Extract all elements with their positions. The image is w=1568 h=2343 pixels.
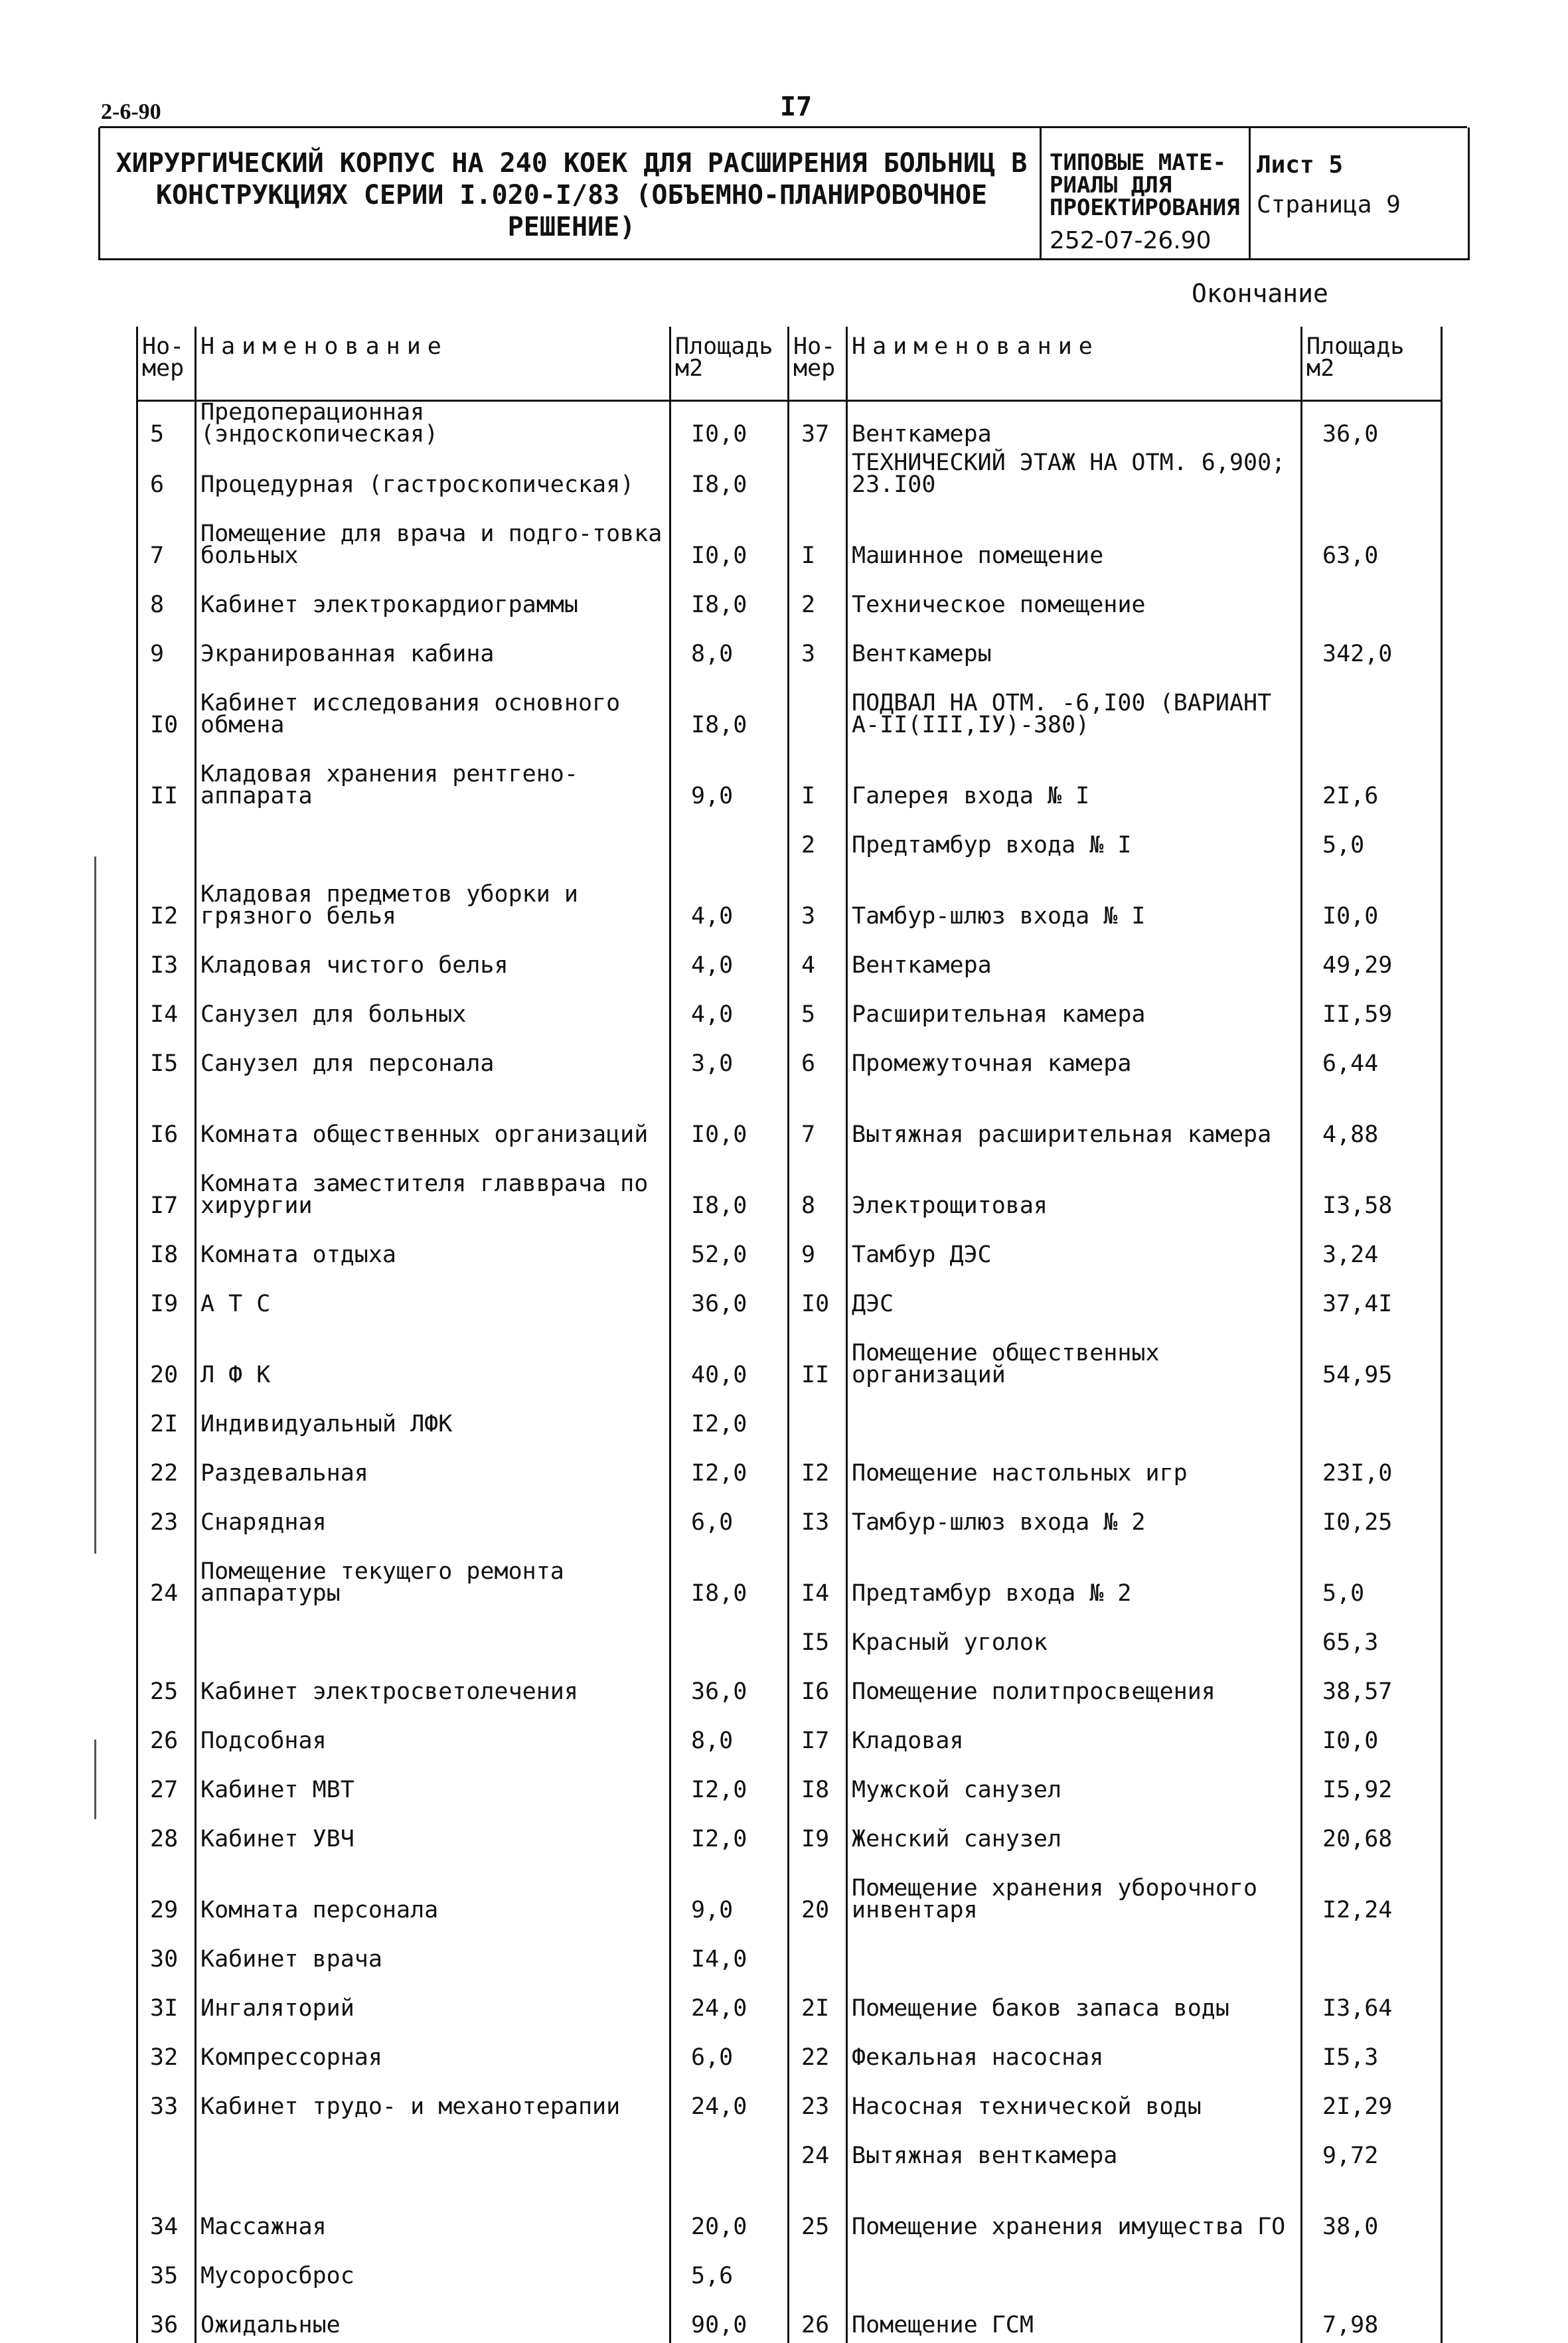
- room-name-right: Галерея входа № I: [847, 743, 1302, 814]
- room-name-left: Кабинет МВТ: [196, 1759, 670, 1808]
- title-divider-2: [1249, 127, 1251, 258]
- row-number-right: I7: [789, 1710, 847, 1759]
- room-name-right: Мужской санузел: [847, 1759, 1302, 1808]
- table-row: [137, 1082, 1442, 1153]
- room-name-left: Кладовая хранения рентгено-аппарата: [196, 743, 670, 814]
- room-name-right: Помещение общественных организаций: [847, 1322, 1302, 1393]
- room-area-right: 3,24: [1302, 1224, 1442, 1273]
- room-name-right: Помещение хранения уборочного инвентаря: [847, 1857, 1302, 1928]
- row-number-left: 8: [137, 574, 196, 623]
- row-number-right: 20: [789, 1857, 847, 1928]
- row-number-right: [789, 452, 847, 503]
- row-number-right: I4: [789, 1540, 847, 1611]
- row-number-left: 36: [137, 2294, 196, 2343]
- table-row: [137, 934, 1442, 983]
- room-name-left: Снарядная: [196, 1491, 670, 1540]
- room-area-left: 40,0: [670, 1322, 789, 1393]
- room-name-left: Кабинет электросветолечения: [196, 1660, 670, 1710]
- room-area-left: I8,0: [670, 672, 789, 743]
- table-row: [137, 1808, 1442, 1857]
- table-row: [137, 623, 1442, 672]
- room-area-left: 4,0: [670, 863, 789, 934]
- table-row: [137, 1153, 1442, 1224]
- table-row: [137, 2174, 1442, 2245]
- room-name-left: Массажная: [196, 2174, 670, 2245]
- row-number-left: 28: [137, 1808, 196, 1857]
- table-row: [137, 814, 1442, 863]
- room-area-right: I2,24: [1302, 1857, 1442, 1928]
- room-area-right: 23I,0: [1302, 1442, 1442, 1491]
- project-code: 252-07-26.90: [1050, 227, 1212, 254]
- table-row: [137, 1611, 1442, 1660]
- room-name-left: [196, 814, 670, 863]
- table-row: [137, 2245, 1442, 2294]
- document-code: 2-6-90: [101, 100, 161, 124]
- row-number-right: 22: [789, 2026, 847, 2075]
- room-name-left: Комната заместителя главврача по хирургии: [196, 1153, 670, 1224]
- row-number-left: I4: [137, 983, 196, 1032]
- room-name-right: Тамбур ДЭС: [847, 1224, 1302, 1273]
- table-row: [137, 1442, 1442, 1491]
- room-name-left: Компрессорная: [196, 2026, 670, 2075]
- room-area-left: I0,0: [670, 1082, 789, 1153]
- row-number-right: 23: [789, 2075, 847, 2125]
- room-area-left: 9,0: [670, 1857, 789, 1928]
- row-number-right: 25: [789, 2174, 847, 2245]
- row-number-left: I3: [137, 934, 196, 983]
- row-number-left: 9: [137, 623, 196, 672]
- table-row: [137, 2294, 1442, 2343]
- room-name-left: Комната отдыха: [196, 1224, 670, 1273]
- room-name-right: [847, 1393, 1302, 1442]
- room-name-left: Кабинет врача: [196, 1928, 670, 1977]
- row-number-right: 3: [789, 623, 847, 672]
- room-name-right: Венткамера: [847, 401, 1302, 453]
- room-area-left: 8,0: [670, 1710, 789, 1759]
- table-row: [137, 1491, 1442, 1540]
- room-name-left: Кабинет УВЧ: [196, 1808, 670, 1857]
- room-name-right: Помещение хранения имущества ГО: [847, 2174, 1302, 2245]
- room-name-right: Техническое помещение: [847, 574, 1302, 623]
- room-name-right: Помещение настольных игр: [847, 1442, 1302, 1491]
- room-name-right: Насосная технической воды: [847, 2075, 1302, 2125]
- title-block: [98, 127, 1470, 260]
- document-title: ХИРУРГИЧЕСКИЙ КОРПУС НА 240 КОЕК ДЛЯ РАСШИРЕНИЯ БОЛЬНИЦ В КОНСТРУКЦИЯХ СЕРИИ I.020-I/83 (ОБЪЕМНО-ПЛАНИРОВОЧНОЕ РЕШЕНИЕ): [116, 148, 1028, 242]
- room-name-left: Кладовая предметов уборки и грязного белья: [196, 863, 670, 934]
- table-row: [137, 2075, 1442, 2125]
- room-area-left: I2,0: [670, 1759, 789, 1808]
- room-name-right: Фекальная насосная: [847, 2026, 1302, 2075]
- row-number-left: 22: [137, 1442, 196, 1491]
- room-name-left: [196, 1611, 670, 1660]
- header-name-right: Наименование: [847, 327, 1302, 401]
- room-area-right: [1302, 672, 1442, 743]
- room-name-right: Тамбур-шлюз входа № 2: [847, 1491, 1302, 1540]
- row-number-right: 2I: [789, 1977, 847, 2026]
- room-name-left: Санузел для больных: [196, 983, 670, 1032]
- row-number-left: 24: [137, 1540, 196, 1611]
- room-area-left: 20,0: [670, 2174, 789, 2245]
- room-name-right: Венткамеры: [847, 623, 1302, 672]
- room-name-left: Раздевальная: [196, 1442, 670, 1491]
- room-area-right: 49,29: [1302, 934, 1442, 983]
- table-row: [137, 1759, 1442, 1808]
- room-area-right: 4,88: [1302, 1082, 1442, 1153]
- room-area-left: I8,0: [670, 574, 789, 623]
- table-row: [137, 983, 1442, 1032]
- row-number-right: [789, 2245, 847, 2294]
- room-name-right: [847, 2245, 1302, 2294]
- room-area-left: I8,0: [670, 1153, 789, 1224]
- room-name-left: Кабинет трудо- и механотерапии: [196, 2075, 670, 2125]
- room-name-left: Экранированная кабина: [196, 623, 670, 672]
- row-number-left: I2: [137, 863, 196, 934]
- room-name-left: Ингаляторий: [196, 1977, 670, 2026]
- row-number-left: 34: [137, 2174, 196, 2245]
- row-number-right: 9: [789, 1224, 847, 1273]
- row-number-left: 7: [137, 503, 196, 574]
- room-area-right: 36,0: [1302, 401, 1442, 453]
- room-name-right: Вытяжная венткамера: [847, 2125, 1302, 2174]
- row-number-right: I8: [789, 1759, 847, 1808]
- row-number-left: 5: [137, 401, 196, 453]
- room-area-left: 24,0: [670, 1977, 789, 2026]
- room-area-left: 5,6: [670, 2245, 789, 2294]
- row-number-left: II: [137, 743, 196, 814]
- room-area-right: [1302, 2245, 1442, 2294]
- row-number-left: I8: [137, 1224, 196, 1273]
- room-name-left: Подсобная: [196, 1710, 670, 1759]
- table-row: [137, 1977, 1442, 2026]
- room-name-left: Помещение для врача и подго-товка больных: [196, 503, 670, 574]
- row-number-right: 2: [789, 814, 847, 863]
- row-number-left: 25: [137, 1660, 196, 1710]
- room-area-right: 38,0: [1302, 2174, 1442, 2245]
- row-number-left: I0: [137, 672, 196, 743]
- row-number-right: I3: [789, 1491, 847, 1540]
- room-name-right: Помещение ГСМ: [847, 2294, 1302, 2343]
- row-number-right: I6: [789, 1660, 847, 1710]
- room-area-right: I0,0: [1302, 1710, 1442, 1759]
- room-area-right: 6,44: [1302, 1032, 1442, 1082]
- room-name-left: Процедурная (гастроскопическая): [196, 452, 670, 503]
- room-name-right: Машинное помещение: [847, 503, 1302, 574]
- page-label: Страница 9: [1257, 191, 1401, 218]
- row-number-right: 5: [789, 983, 847, 1032]
- room-area-left: I2,0: [670, 1393, 789, 1442]
- header-name-left: Наименование: [196, 327, 670, 401]
- room-name-right: ДЭС: [847, 1273, 1302, 1322]
- room-area-left: 3,0: [670, 1032, 789, 1082]
- room-name-left: [196, 2125, 670, 2174]
- row-number-left: 30: [137, 1928, 196, 1977]
- table-header-row: [137, 327, 1442, 401]
- room-name-left: А Т С: [196, 1273, 670, 1322]
- room-name-left: Ожидальные: [196, 2294, 670, 2343]
- row-number-right: I: [789, 743, 847, 814]
- row-number-right: 4: [789, 934, 847, 983]
- room-name-right: Красный уголок: [847, 1611, 1302, 1660]
- room-area-left: I4,0: [670, 1928, 789, 1977]
- row-number-right: 6: [789, 1032, 847, 1082]
- row-number-left: 26: [137, 1710, 196, 1759]
- room-area-right: 54,95: [1302, 1322, 1442, 1393]
- margin-rule-lower: [94, 1739, 96, 1819]
- room-area-right: II,59: [1302, 983, 1442, 1032]
- title-divider-1: [1040, 127, 1042, 258]
- row-number-right: 2: [789, 574, 847, 623]
- header-num-right: Но-мер: [789, 327, 847, 401]
- room-area-right: 5,0: [1302, 1540, 1442, 1611]
- ending-label: Окончание: [1192, 279, 1328, 308]
- room-area-right: [1302, 1393, 1442, 1442]
- room-area-right: I3,64: [1302, 1977, 1442, 2026]
- room-area-right: I3,58: [1302, 1153, 1442, 1224]
- room-area-left: 24,0: [670, 2075, 789, 2125]
- room-area-right: I5,3: [1302, 2026, 1442, 2075]
- row-number-right: [789, 1393, 847, 1442]
- header-area-right: Площадь м2: [1302, 327, 1442, 401]
- room-name-right: Электрощитовая: [847, 1153, 1302, 1224]
- room-area-right: 37,4I: [1302, 1273, 1442, 1322]
- room-name-right: Вытяжная расширительная камера: [847, 1082, 1302, 1153]
- room-area-right: 65,3: [1302, 1611, 1442, 1660]
- room-name-right: Помещение баков запаса воды: [847, 1977, 1302, 2026]
- table-row: [137, 743, 1442, 814]
- room-name-left: Кабинет исследования основного обмена: [196, 672, 670, 743]
- row-number-right: 7: [789, 1082, 847, 1153]
- table-row: [137, 452, 1442, 503]
- row-number-right: [789, 1928, 847, 1977]
- table-row: [137, 863, 1442, 934]
- room-area-right: 38,57: [1302, 1660, 1442, 1710]
- room-area-left: 4,0: [670, 983, 789, 1032]
- room-area-left: 9,0: [670, 743, 789, 814]
- table-row: [137, 2125, 1442, 2174]
- table-row: [137, 1857, 1442, 1928]
- row-number-right: I: [789, 503, 847, 574]
- table-row: [137, 1032, 1442, 1082]
- room-area-left: [670, 1611, 789, 1660]
- room-name-left: Санузел для персонала: [196, 1032, 670, 1082]
- room-area-left: I0,0: [670, 401, 789, 453]
- room-area-right: 20,68: [1302, 1808, 1442, 1857]
- table-row: [137, 1393, 1442, 1442]
- room-area-right: 5,0: [1302, 814, 1442, 863]
- room-name-right: Промежуточная камера: [847, 1032, 1302, 1082]
- room-area-left: 8,0: [670, 623, 789, 672]
- room-name-left: Мусоросброс: [196, 2245, 670, 2294]
- room-name-right: Расширительная камера: [847, 983, 1302, 1032]
- row-number-right: 26: [789, 2294, 847, 2343]
- row-number-left: 23: [137, 1491, 196, 1540]
- table-row: [137, 401, 1442, 453]
- room-name-left: Индивидуальный ЛФК: [196, 1393, 670, 1442]
- room-area-left: [670, 814, 789, 863]
- room-name-left: Помещение текущего ремонта аппаратуры: [196, 1540, 670, 1611]
- row-number-left: 3I: [137, 1977, 196, 2026]
- table-row: [137, 1273, 1442, 1322]
- header-area-left: Площадь м2: [670, 327, 789, 401]
- room-area-left: 52,0: [670, 1224, 789, 1273]
- row-number-right: I0: [789, 1273, 847, 1322]
- room-name-right: Помещение политпросвещения: [847, 1660, 1302, 1710]
- room-area-right: I0,0: [1302, 863, 1442, 934]
- row-number-left: 32: [137, 2026, 196, 2075]
- header-num-left: Но-мер: [137, 327, 196, 401]
- room-area-right: 2I,29: [1302, 2075, 1442, 2125]
- room-name-right: Предтамбур входа № 2: [847, 1540, 1302, 1611]
- room-area-right: 2I,6: [1302, 743, 1442, 814]
- room-name-left: Предоперационная (эндоскопическая): [196, 401, 670, 453]
- room-area-left: [670, 2125, 789, 2174]
- row-number-right: 37: [789, 401, 847, 453]
- room-name-left: Комната персонала: [196, 1857, 670, 1928]
- row-number-right: 3: [789, 863, 847, 934]
- row-number-left: I9: [137, 1273, 196, 1322]
- room-area-right: 63,0: [1302, 503, 1442, 574]
- room-area-right: 342,0: [1302, 623, 1442, 672]
- room-name-right: Предтамбур входа № I: [847, 814, 1302, 863]
- room-area-left: 90,0: [670, 2294, 789, 2343]
- row-number-left: 27: [137, 1759, 196, 1808]
- room-area-right: 7,98: [1302, 2294, 1442, 2343]
- sheet-number: Лист 5: [1257, 151, 1344, 179]
- row-number-left: 6: [137, 452, 196, 503]
- table-row: [137, 1540, 1442, 1611]
- table-row: [137, 574, 1442, 623]
- room-area-right: I5,92: [1302, 1759, 1442, 1808]
- row-number-right: I5: [789, 1611, 847, 1660]
- room-area-left: 6,0: [670, 1491, 789, 1540]
- room-area-left: 36,0: [670, 1273, 789, 1322]
- room-name-left: Кладовая чистого белья: [196, 934, 670, 983]
- row-number-right: I9: [789, 1808, 847, 1857]
- room-name-right: ПОДВАЛ НА ОТМ. -6,I00 (ВАРИАНТ А-II(III,IУ)-380): [847, 672, 1302, 743]
- room-area-left: I8,0: [670, 1540, 789, 1611]
- row-number-left: [137, 814, 196, 863]
- row-number-left: 29: [137, 1857, 196, 1928]
- row-number-right: [789, 672, 847, 743]
- row-number-left: I7: [137, 1153, 196, 1224]
- table-row: [137, 1224, 1442, 1273]
- margin-rule: [94, 856, 96, 1554]
- row-number-left: I6: [137, 1082, 196, 1153]
- table-row: [137, 2026, 1442, 2075]
- row-number-left: 20: [137, 1322, 196, 1393]
- room-name-right: Кладовая: [847, 1710, 1302, 1759]
- room-name-right: Венткамера: [847, 934, 1302, 983]
- row-number-left: 35: [137, 2245, 196, 2294]
- room-area-left: I2,0: [670, 1808, 789, 1857]
- room-area-left: 4,0: [670, 934, 789, 983]
- rooms-table: [136, 327, 1443, 2343]
- row-number-left: [137, 2125, 196, 2174]
- table-row: [137, 1660, 1442, 1710]
- row-number-right: I2: [789, 1442, 847, 1491]
- page-number: I7: [780, 92, 813, 122]
- table-row: [137, 503, 1442, 574]
- row-number-left: [137, 1611, 196, 1660]
- row-number-left: I5: [137, 1032, 196, 1082]
- room-name-left: Кабинет электрокардиограммы: [196, 574, 670, 623]
- table-row: [137, 1710, 1442, 1759]
- table-row: [137, 672, 1442, 743]
- room-area-left: I0,0: [670, 503, 789, 574]
- room-area-right: [1302, 574, 1442, 623]
- row-number-right: 24: [789, 2125, 847, 2174]
- row-number-left: 2I: [137, 1393, 196, 1442]
- room-name-left: Комната общественных организаций: [196, 1082, 670, 1153]
- room-name-right: Женский санузел: [847, 1808, 1302, 1857]
- room-area-right: [1302, 452, 1442, 503]
- room-name-right: Тамбур-шлюз входа № I: [847, 863, 1302, 934]
- room-area-right: [1302, 1928, 1442, 1977]
- row-number-right: II: [789, 1322, 847, 1393]
- row-number-right: 8: [789, 1153, 847, 1224]
- room-name-left: Л Ф К: [196, 1322, 670, 1393]
- room-area-left: I8,0: [670, 452, 789, 503]
- room-area-right: I0,25: [1302, 1491, 1442, 1540]
- table-row: [137, 1928, 1442, 1977]
- table-row: [137, 1322, 1442, 1393]
- room-name-right: ТЕХНИЧЕСКИЙ ЭТАЖ НА ОТМ. 6,900; 23.I00: [847, 452, 1302, 503]
- room-name-right: [847, 1928, 1302, 1977]
- room-area-left: I2,0: [670, 1442, 789, 1491]
- row-number-left: 33: [137, 2075, 196, 2125]
- room-area-right: 9,72: [1302, 2125, 1442, 2174]
- materials-label: ТИПОВЫЕ МАТЕ-РИАЛЫ ДЛЯ ПРОЕКТИРОВАНИЯ: [1050, 149, 1240, 221]
- room-area-left: 36,0: [670, 1660, 789, 1710]
- room-area-left: 6,0: [670, 2026, 789, 2075]
